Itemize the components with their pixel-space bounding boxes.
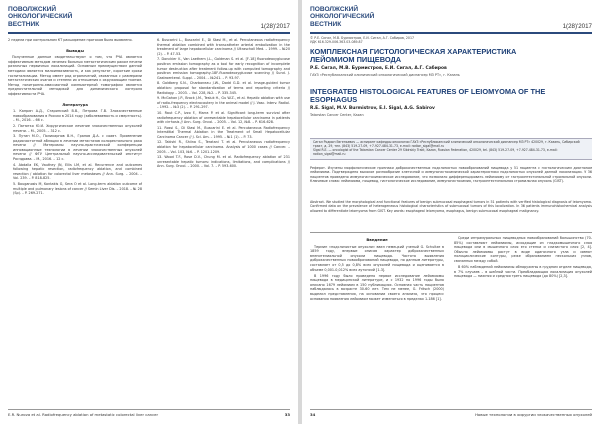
journal-title-line: ВЕСТНИК <box>8 20 40 28</box>
reference-item: 10. Raut C.P., Izzo F., Marra P. et al. Significant long-term survival after radiofrequency ablation of unresectable hepatocellular carcinoma in patients with cirrhosis // Ann. Surg. Oncol. – 2005. – Vol. 12, №8. – P. 616-628. <box>157 110 290 125</box>
journal-header <box>8 6 290 34</box>
body-paragraph: В 60% наблюдений лейомиомы обнаружены в грудном отделе пищевода, в 7% случаев – в шейной части. Преобладающая локализация опухолей пищевода — нижняя и средняя треть пищевода (до 80%) [2,3]. <box>454 265 592 279</box>
author-info-box <box>310 138 592 160</box>
body-paragraph: В 1996 году было проведено первое исследование лейомиомы пищевода в медицинской литературе, и с 1932 по 1996 годы было описано 1679 лейомиом в 150 публикациях. Основная часть пациентов наблюдалась в возрасте 30-60 лет. Тем не менее, G. Fritsch (2000) выделил представления, на основании своего анализа, что процесс основания появления лейомиом может изменяться в пределах 1-186 [1]. <box>310 273 444 301</box>
journal-title-line: ВЕСТНИК <box>310 20 342 28</box>
reference-item: 1. Каприн А.Д., Старинский В.В., Петрова Г.В. Злокачественные новообразования в России в 2014 году (заболеваемость и смертность). – М., 2016. – 66 с. <box>13 109 142 123</box>
conclusions-paragraph: Полученные данные свидетельствуют о том, что РЧА является эффективным методом лечения больных метастатическим раком печени различных первичных локализаций. Основным преимуществом данной методики является малоинвазивность, и как результат, короткие сроки госпитализации. Метод имеет ряд ограничений, связанных с размерами метастатических очагов и степени их отношения к окружающим тканям. Метод позитронно-эмиссионной компьютерной томографии является предпочтительной методикой для динамического контроля эффективности РЧА. <box>8 55 142 96</box>
page-number: 33 <box>284 412 290 417</box>
author-info-ru: Сигал Родион Евгеньевич — аспирант кафедры онкологии ГАУЗ «Республиканский клинический онкологический диспансер МЗ РТ» 420029, г. Казань, Сибирский тракт, д. 29, тел. (843) 519-27-09, +7-927-484-31-73, e-mail: rodion_sigal@mail.ru <box>313 140 580 149</box>
issue-number: 1(28)'2017 <box>260 23 290 30</box>
authors-ru: Р.Е. Сигал, М.В. Бурмистров, Е.И. Сигал, А.Г. Сабиров <box>310 66 447 71</box>
reference-item: 11. Rossi S., Di Stasi M., Buscarini E. et al. Percutaneous Radiofrequency Interstitial Thermal Ablation in the Treatment of Small Hepatocellular Carcinoma Cancer // J. Sci. Am. – 1995. – №1 (1). – P. 73. <box>157 125 290 139</box>
reference-item: 4. Abdalla EK, Vauthey JN, Ellis LM, et al. Recurrence and outcomes following hepatic resection, radiofrequency ablation, and combined resection / ablation for colorectal liver metastases // Ann. Surg. – 2004. – Vol. 239. – P. 818-825. <box>13 162 142 181</box>
reference-item: 13. Wood T.F., Rose D.V., Chung M. et al. Radiofrequency ablation of 231 unresectable hepatic tumors: indications, limitations, and complications // Ann. Surg. Oncol. – 2000. – Vol. 7. – P. 593-600. <box>157 155 290 169</box>
right-column-1 <box>310 236 444 303</box>
reference-item: 2. Патютко Ю.И. Хирургическое лечение злокачественных опухолей печени. – М., 2005. – 312 с. <box>13 123 142 133</box>
right-column-2 <box>454 236 592 280</box>
reference-item: 9. McGahan J.P., Brock J.M., Tesluk H., Gu W.Z., et al. Hepatic ablation with use of radio-frequency electrocautery in the animal model // J. Vasc. Interv. Radiol. – 1992. – №3 (2). – P. 291-297. <box>157 96 290 110</box>
footer-text: E.R. Nurova et al. Radiofrequency ablation of metastatic colorectal liver cancer <box>8 412 159 417</box>
left-page <box>0 0 298 424</box>
page-number: 34 <box>310 412 316 417</box>
journal-title-line: ПОВОЛЖСКИЙ <box>310 6 359 13</box>
article-meta <box>310 36 414 44</box>
conclusions-heading: Выводы <box>66 47 84 53</box>
affiliation-ru: ГАУЗ «Республиканский клинический онкологический диспансер МЗ РТ», г. Казань <box>310 73 460 77</box>
reference-item: 12. Takishi R., Shiina S., Teratani T. et al. Percutaneous radiofrequency ablation for hepatocellular carcinoma. Analysis of 1000 cases // Cancer. – 2005. – Vol. 103, №6. – P. 1201-1209. <box>157 140 290 154</box>
udc-line: УДК 616.329-006.363.03-089.87 <box>310 40 363 45</box>
journal-title-line: ОНКОЛОГИЧЕСКИЙ <box>310 13 375 21</box>
section-divider <box>310 232 592 233</box>
footer-text: Новые технологии в хирургии злокачественных опухолей <box>475 412 592 417</box>
body-paragraph: Термин «подслизистые опухоли» ввел немецкий ученый G. Schultze в 1859 году, впервые описав характер доброкачественных внепителиальной опухоли пищевода. Частота выявления доброкачественных новообразований пищевода, по данным литературы, составляет от 0,5 до 0,8% всех опухолей пищевода и оценивается в объеме 0,001-0,012% всех аутопсий [1-3]. <box>310 244 444 272</box>
article-title-en: INTEGRATED HISTOLOGICAL FEATURES OF LEIOMYOMA OF THE ESOPHAGUS <box>310 87 546 104</box>
journal-header <box>310 6 592 34</box>
left-column-1 <box>8 38 142 197</box>
left-column-2 <box>152 38 290 170</box>
abstract-en: Abstract. We studied the morphological and functional features of benign submucosal esophageal tumors in 51 patients with verified histological diagnosis of leiomyoma. Confirmed data on the prevalence of heterogeneous histological characteristics of submucosal tumors of this localization. In 36 patients immunohistochemical analysis allowed to differentiate leiomyoma from GIST. Key words: esophageal leiomyoma, esophagus, benign submucosal esophageal malignancy. <box>310 200 592 213</box>
article-title-ru: КОМПЛЕКСНАЯ ГИСТОЛОГИЧЕСКАЯ ХАРАКТЕРИСТИКА ЛЕЙОМИОМ ПИЩЕВОДА <box>310 47 517 64</box>
abstract-ru: Реферат. Изучены морфологические признаки доброкачественных подслизистых новообразований пищевода у 51 пациента с гистологическим диагнозом лейомиома. Подтверждено высокое разнообразие клеточной и иммуногистохимической характеристики подслизистых опухолей данной локализации. У 36 пациентов проведено иммуногистохимическое исследование, что позволило дифференцировать лейомиому от гастроинтестинальной стромальной опухоли. Ключевые слова: лейомиома, пищевод, гистологическое исследование, иммуногистохимия, гастроинтестинальная стромальная опухоль (GIST). <box>310 166 592 183</box>
author-info-en: Sigal R.E. — oncologist of the Tatarstan Cancer Center 29 Sibirskiy Trakt, Kazan, Russian Federation, 420029, tel. (843) 519-27-09, +7-927-484-31-73, e-mail: rodion_sigal@mail.ru <box>313 148 558 157</box>
right-page <box>302 0 600 424</box>
copyright-line: © Р.Е. Сигал, М.В. Бурмистров, Е.И. Сигал, А.Г. Сабиров, 2017 <box>310 36 414 40</box>
journal-title-line: ПОВОЛЖСКИЙ <box>8 6 57 13</box>
reference-item: 8. Goldberg S.N., Charboneau J.W., Dodd G.D. et al. Image-guided tumor ablation: proposal for standardization of terms and reporting criteria // Radiology. – 2003. – Vol. 228, №2. – P. 335-345. <box>157 81 290 95</box>
reference-item: 7. Donckier V., Van Laethem J.L., Goldman S. et al. [F-18] fluorodeoxyglucose positron emission tomography as a tool for early recognition of incomplete tumor destruction after treatment follow-up with computed tomography and positron emission tomography-18F-fluorodeoxyglucose scanning // Sund. J. Gastroenterol. Suppl. – 2004. – №241. – P. 93-97. <box>157 57 290 80</box>
left-footer <box>8 409 290 418</box>
right-footer <box>310 409 592 418</box>
reference-item: 5. Bouganosis M, Kontakis G, Sera O et al. Long-term ablation outcome of multiple and pulmonary lesions of cancer // Semin Liver Dis. – 2018. – № 28 (Sp). – P. 269-271. <box>13 182 142 196</box>
issue-number: 1(28)'2017 <box>562 23 592 30</box>
introduction-heading: Введение <box>366 237 388 242</box>
reference-item: 3. Путин М.О., Поликарпов В.Н., Гранов Д.А. с соавт. Применение радиочастотной абляции в лечении метастазов колоректального рака печени // Материалы научно-практической конференции инновационные технологии в лечении злокачественных опухолей печени // ФГУ Центральный научно-исследовательский институт Росздрава. – М., 2016. – 12 с. <box>13 134 142 162</box>
reference-item: 6. Buscarini L., Buscarini E., Di Stasi M., et al. Percutaneous radiofrequency thermal ablation combined with transcatheter arterial embolization in the treatment of large hepatocellular carcinoma // Ultraschall Med. – 1999. – №20 (2). – P. 47-53. <box>157 38 290 56</box>
body-paragraph: Среди интрамуральных пищеводных новообразований большинство (70-85%) составляют лейомиомы, исходящие из гладкомышечного слоя пищевода или в мышечного слоя его стенки и слизистого слоя [2, 4]. Обычно лейомиомы растут в виде одиночного узла и имеют полициклические контуры, реже образованием нескольких узлов, связанных между собой. <box>454 236 592 263</box>
intro-paragraph: 2 недели при контрольном КТ расширение протоков было выявлено. <box>8 38 133 42</box>
journal-title-line: ОНКОЛОГИЧЕСКИЙ <box>8 13 73 21</box>
affiliation-en: Tatarstan Cancer Center, Kazan <box>310 113 364 117</box>
references-heading: Литература <box>62 101 88 107</box>
authors-en: R.E. Sigal, M.V. Burmistrov, E.I. Sigal, A.G. Sabirov <box>310 106 435 111</box>
